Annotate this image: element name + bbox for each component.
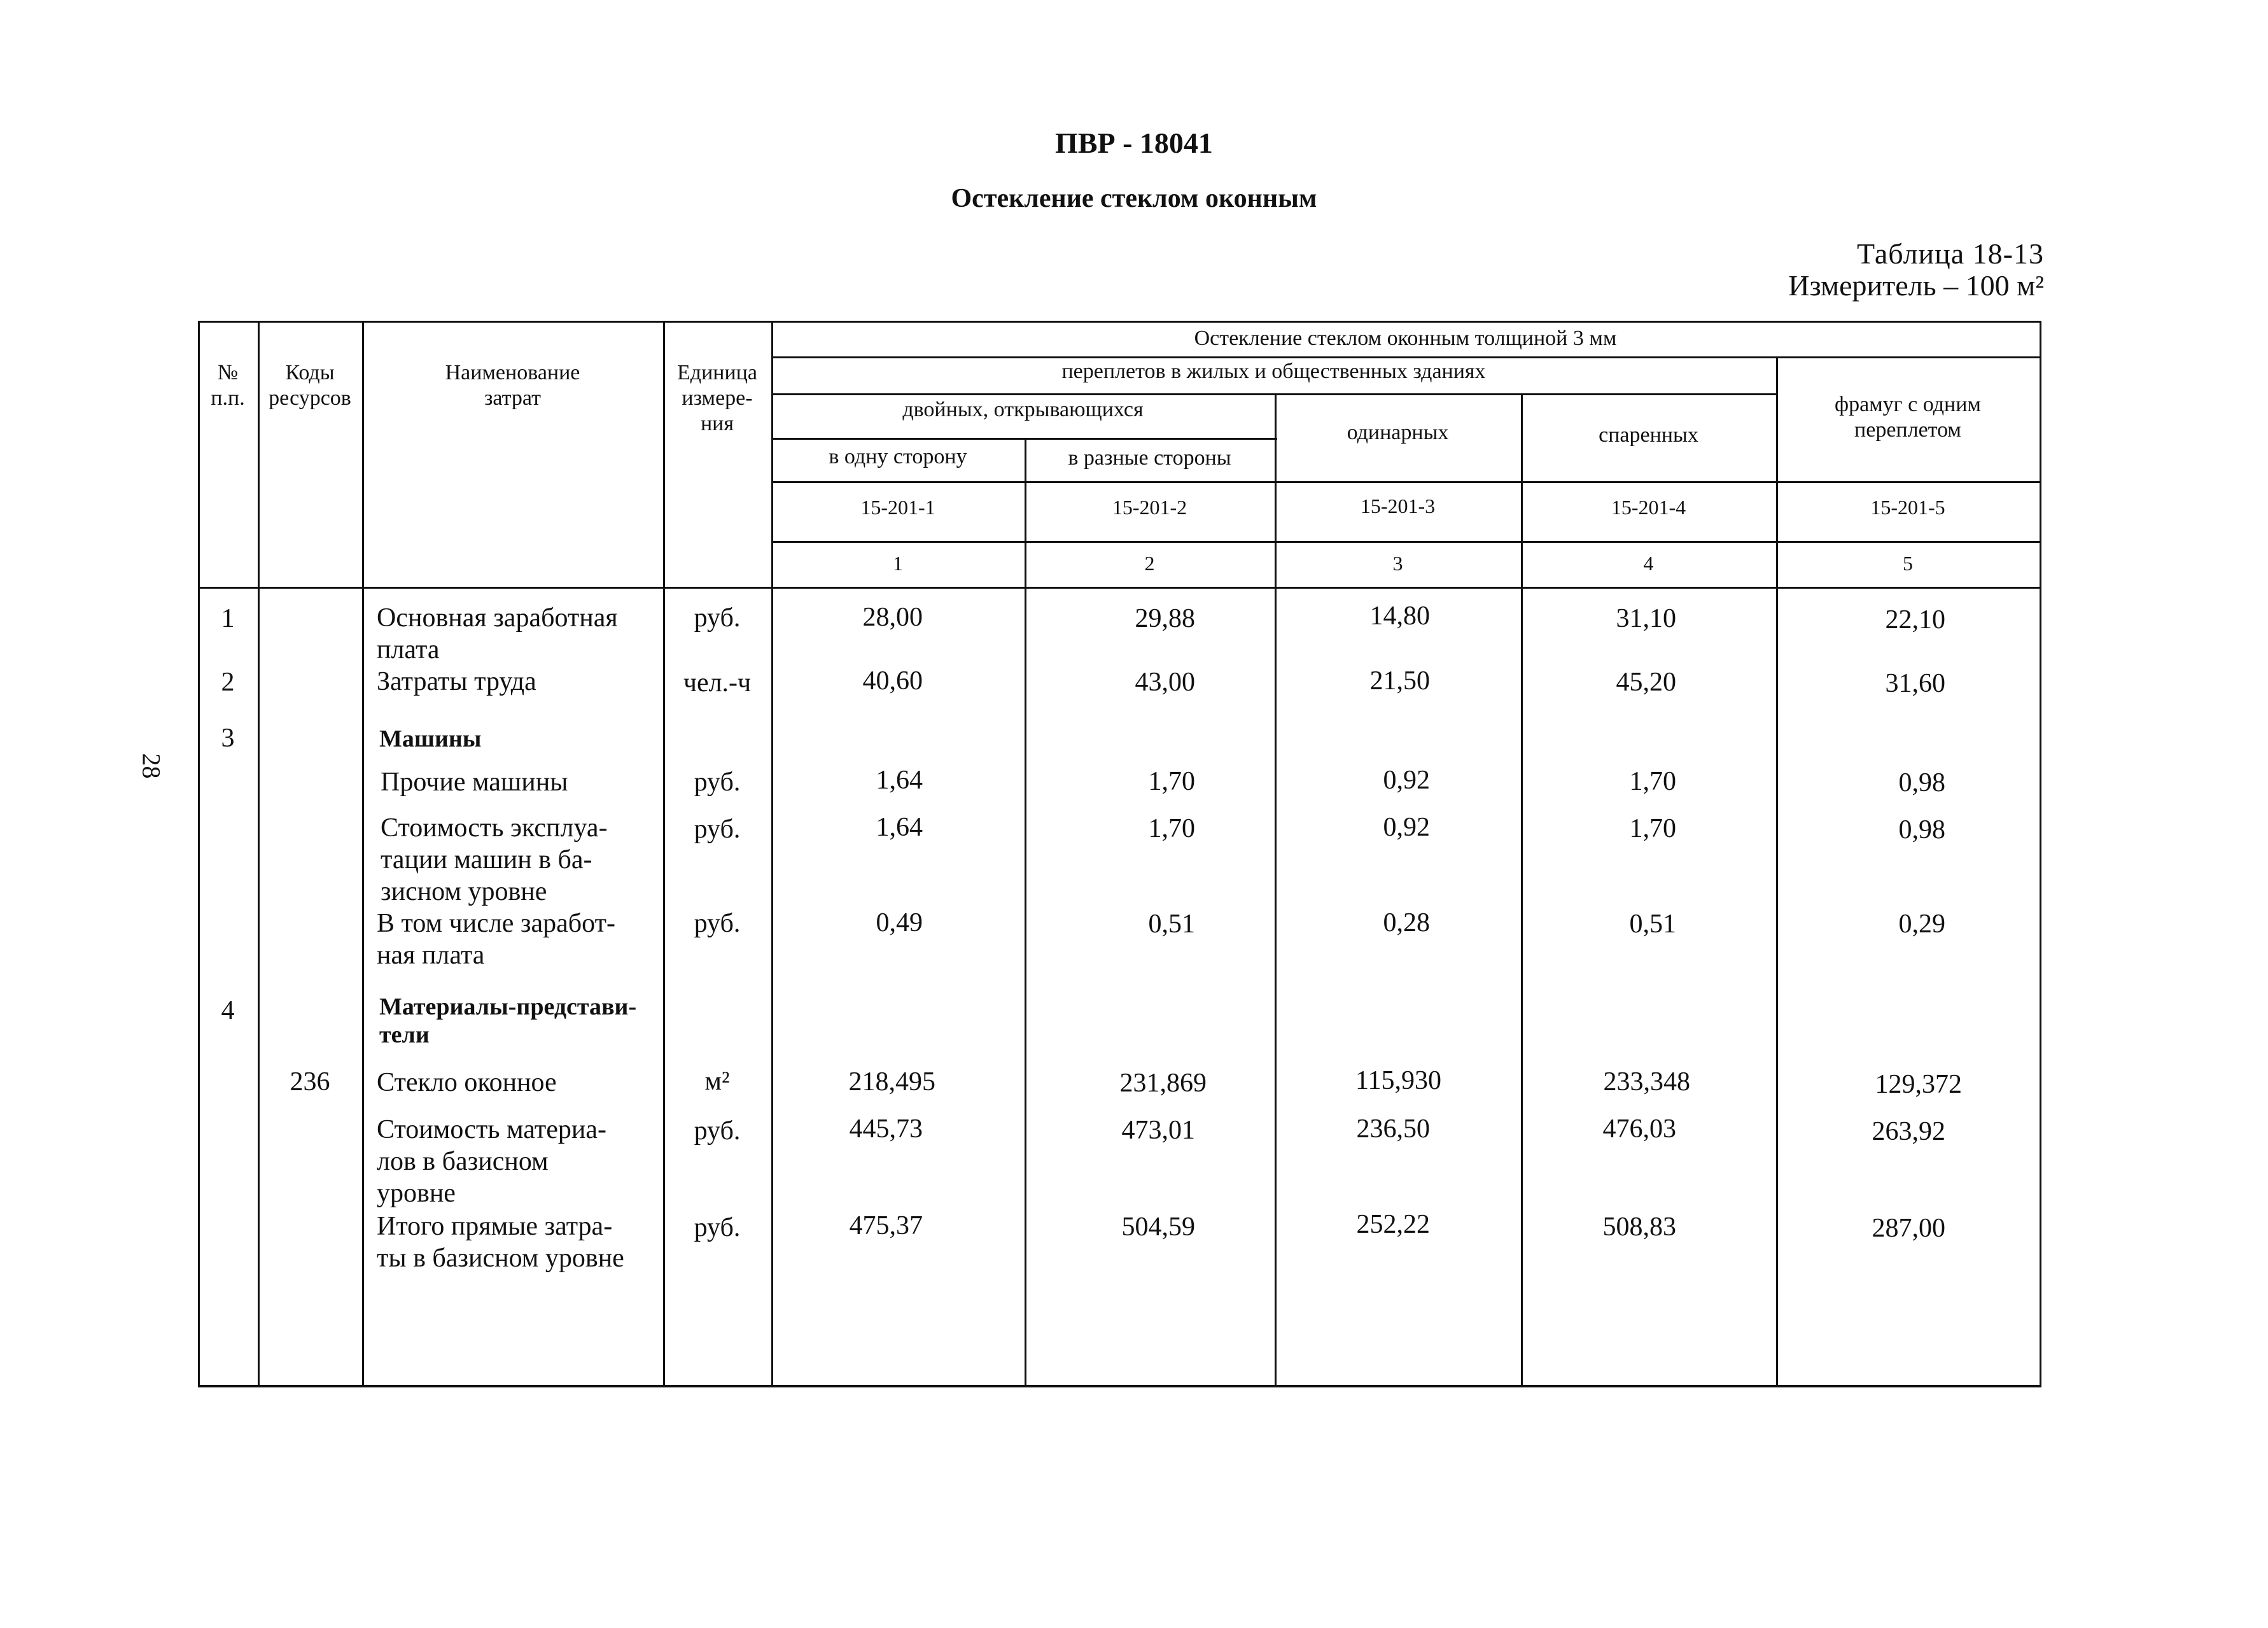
header-different-sides: в разные стороны	[1068, 446, 1231, 470]
header-group-frames: переплетов в жилых и общественных зданиях	[1061, 360, 1486, 383]
row-name: Затраты труда	[377, 667, 536, 696]
header-group-main: Остекление стеклом оконным толщиной 3 мм	[1194, 326, 1617, 350]
row-value: 1,64	[876, 813, 923, 842]
section-heading: Материалы-представи- тели	[379, 993, 637, 1048]
column-number: 5	[1903, 552, 1913, 575]
row-value: 0,92	[1383, 813, 1430, 842]
row-value: 233,348	[1603, 1067, 1690, 1097]
row-unit: м²	[704, 1067, 730, 1096]
row-value: 445,73	[849, 1114, 923, 1144]
row-unit: руб.	[694, 1213, 741, 1242]
row-value: 43,00	[1135, 668, 1195, 697]
row-number: 3	[221, 724, 235, 753]
row-name: В том числе заработ- ная плата	[377, 909, 615, 970]
row-value: 0,49	[876, 908, 923, 937]
row-name: Прочие машины	[381, 768, 568, 797]
row-name: Итого прямые затра- ты в базисном уровне	[377, 1212, 624, 1273]
row-value: 1,64	[876, 766, 923, 795]
row-unit: руб.	[694, 768, 741, 797]
column-number: 1	[893, 552, 903, 575]
row-value: 14,80	[1369, 601, 1430, 631]
row-value: 22,10	[1885, 605, 1945, 635]
row-unit: руб.	[694, 1116, 741, 1146]
table-label: Таблица 18-13	[1856, 237, 2044, 270]
row-value: 287,00	[1872, 1214, 1945, 1243]
row-name: Стекло оконное	[377, 1068, 557, 1097]
header-single: одинарных	[1347, 421, 1449, 444]
row-value: 0,51	[1629, 909, 1676, 939]
measure-unit: Измеритель – 100 м²	[1788, 269, 2044, 302]
row-value: 0,98	[1898, 768, 1945, 797]
row-value: 218,495	[848, 1067, 935, 1097]
row-value: 0,51	[1148, 909, 1195, 939]
header-transom: фрамуг с одним переплетом	[1835, 393, 1981, 442]
row-name: Стоимость материа- лов в базисном уровне	[377, 1115, 606, 1208]
row-value: 29,88	[1135, 604, 1195, 633]
row-number: 4	[221, 996, 235, 1025]
resource-code: 236	[290, 1067, 330, 1097]
row-name: Основная заработная плата	[377, 603, 618, 664]
row-unit: чел.-ч	[683, 668, 752, 698]
row-value: 473,01	[1121, 1116, 1195, 1145]
code-15-201-5: 15-201-5	[1870, 496, 1945, 519]
row-value: 263,92	[1872, 1117, 1945, 1146]
row-value: 508,83	[1602, 1212, 1676, 1242]
row-value: 0,92	[1383, 766, 1430, 795]
row-number: 1	[221, 604, 235, 633]
row-value: 40,60	[862, 666, 923, 696]
row-value: 476,03	[1602, 1114, 1676, 1144]
row-number: 2	[221, 668, 235, 697]
header-no: № п.п.	[211, 361, 245, 410]
row-value: 475,37	[849, 1211, 923, 1240]
page-number: 28	[137, 753, 166, 779]
row-value: 21,50	[1369, 666, 1430, 696]
row-value: 28,00	[862, 603, 923, 632]
document-code: ПВР - 18041	[1055, 127, 1213, 159]
row-value: 236,50	[1356, 1114, 1430, 1144]
row-value: 31,10	[1616, 604, 1676, 633]
code-15-201-4: 15-201-4	[1611, 496, 1686, 519]
code-15-201-2: 15-201-2	[1112, 496, 1187, 519]
row-value: 0,98	[1898, 815, 1945, 845]
code-15-201-3: 15-201-3	[1360, 495, 1436, 517]
row-value: 231,869	[1119, 1069, 1207, 1098]
header-one-side: в одну сторону	[829, 445, 967, 468]
row-value: 115,930	[1355, 1066, 1441, 1095]
row-value: 1,70	[1629, 814, 1676, 843]
document-title: Остекление стеклом оконным	[951, 184, 1317, 213]
row-unit: руб.	[694, 909, 741, 938]
header-unit: Единица измере- ния	[677, 361, 757, 435]
header-paired: спаренных	[1599, 423, 1698, 447]
row-value: 0,29	[1898, 909, 1945, 939]
row-unit: руб.	[694, 815, 741, 844]
row-value: 1,70	[1148, 767, 1195, 796]
header-group-double: двойных, открывающихся	[902, 398, 1144, 421]
row-value: 45,20	[1616, 668, 1676, 697]
row-value: 0,28	[1383, 908, 1430, 937]
column-number: 2	[1144, 552, 1155, 575]
section-heading: Машины	[379, 726, 482, 752]
header-name: Наименование затрат	[445, 361, 580, 410]
row-value: 252,22	[1356, 1210, 1430, 1239]
code-15-201-1: 15-201-1	[860, 496, 935, 519]
header-codes: Коды ресурсов	[269, 361, 351, 410]
row-value: 504,59	[1121, 1212, 1195, 1242]
row-value: 1,70	[1629, 767, 1676, 796]
row-value: 1,70	[1148, 814, 1195, 843]
row-value: 31,60	[1885, 669, 1945, 698]
row-unit: руб.	[694, 603, 741, 633]
row-name: Стоимость эксплуа- тации машин в ба- зисном уровне	[381, 813, 608, 906]
column-number: 4	[1643, 552, 1654, 575]
column-number: 3	[1392, 552, 1403, 575]
row-value: 129,372	[1875, 1070, 1962, 1099]
